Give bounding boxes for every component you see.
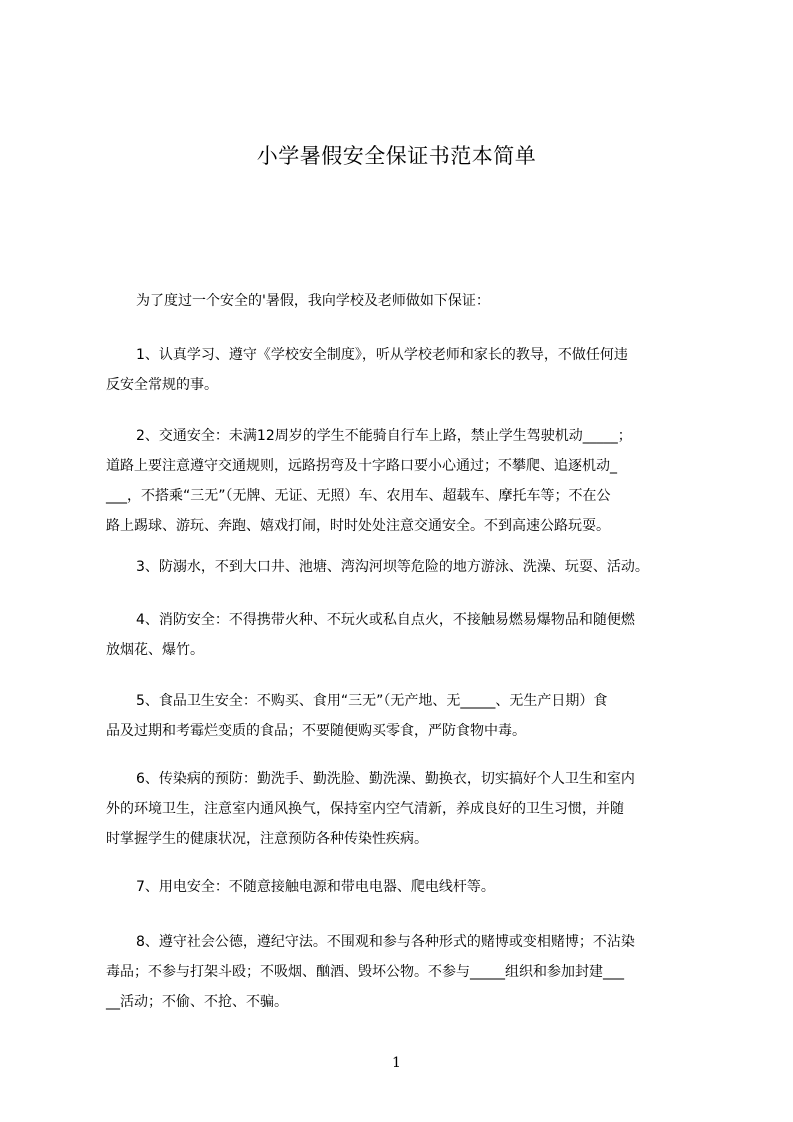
item-8-line-3: __活动；不偷、不抢、不骗。	[106, 994, 288, 1010]
item-8-line-2: 毒品；不参与打架斗殴；不吸烟、酗酒、毁坏公物。不参与_____组织和参加封建___	[106, 964, 624, 980]
item-6-line-1: 6、传染病的预防：勤洗手、勤洗脸、勤洗澡、勤换衣，切实搞好个人卫生和室内	[136, 771, 635, 787]
item-5-line-1: 5、食品卫生安全：不购买、食用“三无”（无产地、无_____、无生产日期）食	[136, 693, 608, 709]
item-2-paragraph	[106, 421, 716, 541]
item-5-paragraph	[106, 686, 716, 746]
item-3-paragraph	[106, 552, 716, 582]
item-2-line-2: 道路上要注意遵守交通规则，远路拐弯及十字路口要小心通过；不攀爬、追逐机动_	[106, 458, 617, 474]
item-3-line-1: 3、防溺水，不到大口井、池塘、湾沟河坝等危险的地方游泳、洗澡、玩耍、活动。	[136, 559, 649, 575]
intro-paragraph	[106, 286, 716, 316]
item-4-line-2: 放烟花、爆竹。	[106, 642, 204, 658]
item-8-line-1: 8、遵守社会公德，遵纪守法。不围观和参与各种形式的赌博或变相赌博；不沾染	[136, 934, 635, 950]
item-6-paragraph	[106, 764, 716, 854]
item-1-line-2: 反安全常规的事。	[106, 377, 218, 393]
item-8-paragraph	[106, 927, 716, 1017]
item-7-line-1: 7、用电安全：不随意接触电源和带电电器、爬电线杆等。	[136, 879, 495, 895]
item-1-paragraph	[106, 340, 716, 400]
page-number: 1	[392, 1055, 401, 1071]
item-1-line-1: 1、认真学习、遵守《学校安全制度》，听从学校老师和家长的教导，不做任何违	[136, 347, 628, 363]
intro-line: 为了度过一个安全的'暑假，我向学校及老师做如下保证：	[136, 293, 490, 309]
item-6-line-2: 外的环境卫生，注意室内通风换气，保持室内空气清新，养成良好的卫生习惯，并随	[106, 801, 624, 817]
item-2-line-4: 路上踢球、游玩、奔跑、嬉戏打闹，时时处处注意交通安全。不到高速公路玩耍。	[106, 518, 610, 534]
item-7-paragraph	[106, 872, 716, 902]
item-4-paragraph	[106, 605, 716, 665]
item-4-line-1: 4、消防安全：不得携带火种、不玩火或私自点火，不接触易燃易爆物品和随便燃	[136, 612, 635, 628]
document-title: 小学暑假安全保证书范本简单	[256, 144, 537, 168]
item-2-line-3: ___，不搭乘“三无”（无牌、无证、无照）车、农用车、超载车、摩托车等；不在公	[106, 488, 611, 504]
item-2-line-1: 2、交通安全：未满12周岁的学生不能骑自行车上路，禁止学生驾驶机动_____；	[136, 428, 632, 444]
item-6-line-3: 时掌握学生的健康状况，注意预防各种传染性疾病。	[106, 831, 428, 847]
item-5-line-2: 品及过期和考霉烂变质的食品；不要随便购买零食，严防食物中毒。	[106, 723, 526, 739]
